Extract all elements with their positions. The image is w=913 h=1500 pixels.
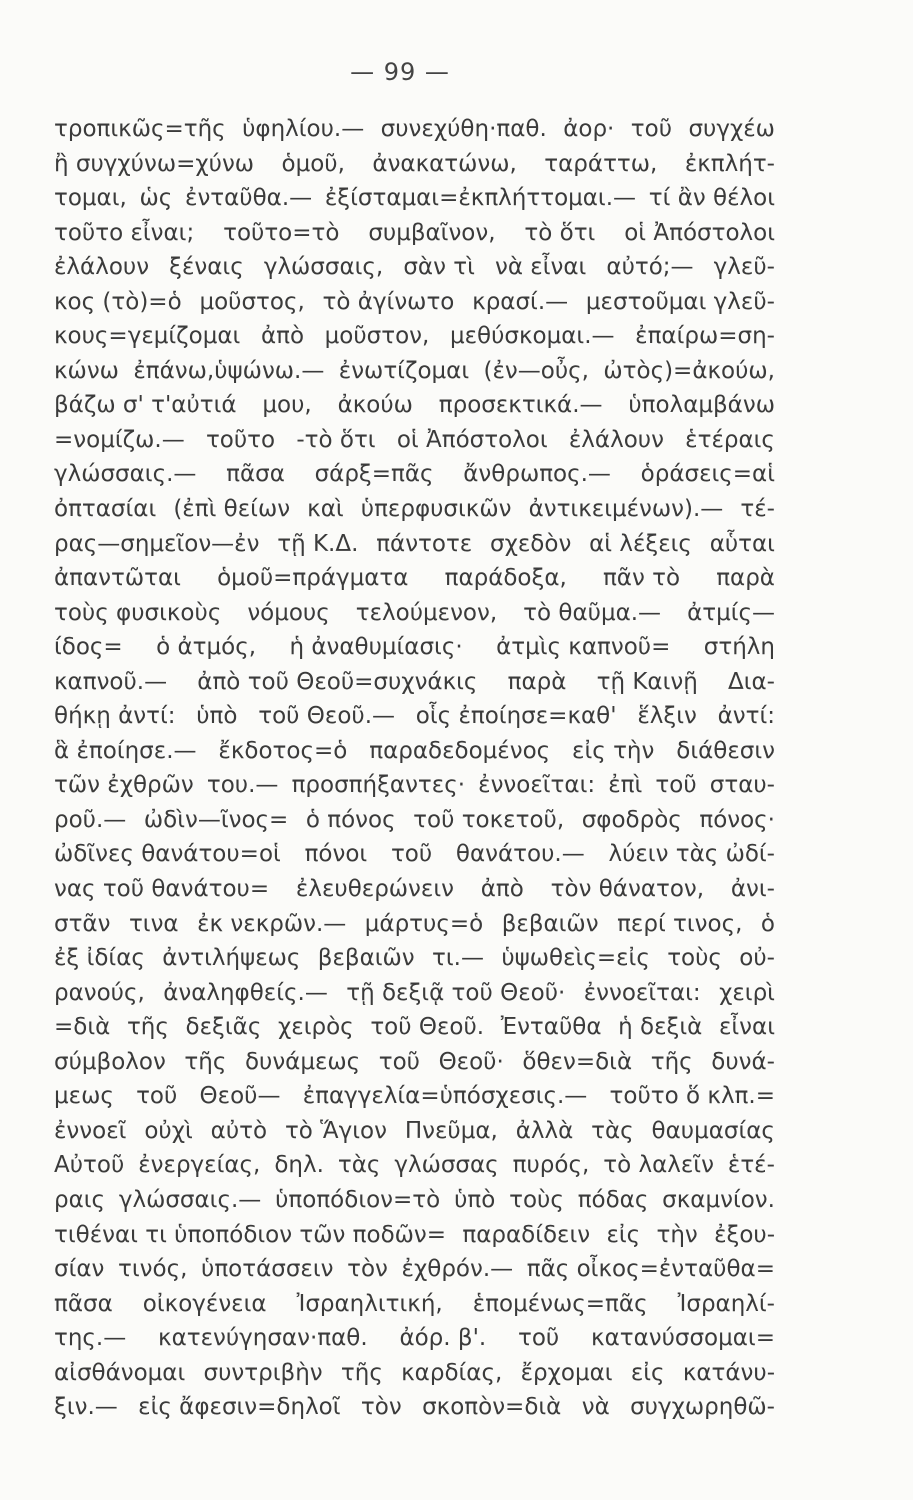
word: αἰσθάνομαι bbox=[54, 1359, 186, 1386]
word: καρδίας, bbox=[401, 1359, 503, 1386]
word: ὑπολαμβάνω bbox=[628, 392, 775, 419]
word: Ἰσραηλί- bbox=[677, 1290, 775, 1317]
word: τὸν bbox=[347, 1256, 388, 1283]
word: (ἐπὶ θείων bbox=[173, 496, 291, 523]
text-body bbox=[54, 112, 775, 1425]
word: μάρτυς=ὁ bbox=[364, 910, 484, 937]
word: Δια- bbox=[727, 668, 775, 695]
word: ταράττω, bbox=[544, 150, 658, 177]
word: ὁ πόνος bbox=[305, 806, 396, 833]
word: τί ἂν θέλοι bbox=[648, 185, 775, 212]
word: =νομίζω.— bbox=[54, 426, 185, 453]
word: παραδεδομένος bbox=[369, 737, 551, 764]
word: ἀόρ. β'. bbox=[399, 1325, 487, 1352]
text-line bbox=[54, 734, 775, 769]
word: παράδοξα, bbox=[444, 565, 567, 592]
text-line bbox=[54, 1218, 775, 1253]
text-line bbox=[54, 354, 775, 389]
word: ἢ συγχύνω=χύνω bbox=[54, 150, 255, 177]
word: ἐκπλήτ- bbox=[684, 150, 775, 177]
text-line bbox=[54, 699, 775, 734]
word: κατάνυ- bbox=[682, 1359, 775, 1386]
word: τῆς bbox=[650, 1048, 693, 1075]
word: μεως bbox=[54, 1083, 114, 1110]
text-line bbox=[54, 837, 775, 872]
word: νόμους bbox=[247, 599, 330, 626]
word: αὗται bbox=[709, 530, 775, 557]
word: ὡς bbox=[139, 185, 173, 212]
word: Ἐνταῦθα bbox=[500, 1014, 602, 1041]
text-line bbox=[54, 1252, 775, 1287]
word: νὰ εἶναι bbox=[494, 254, 587, 281]
word: στᾶν bbox=[54, 910, 111, 937]
word: τὸ λαλεῖν bbox=[603, 1152, 714, 1179]
word: θαυμασίας bbox=[651, 1117, 775, 1144]
word: =διὰ bbox=[54, 1014, 111, 1041]
word: ἐλευθερώνειν bbox=[295, 876, 454, 903]
word: κους=γεμίζομαι bbox=[54, 323, 241, 350]
word: συνεχύθη·παθ. bbox=[380, 116, 547, 142]
word: τοὺς φυσικοὺς bbox=[54, 599, 222, 626]
word: τέ- bbox=[740, 496, 775, 523]
word: τῇ Καινῇ bbox=[596, 668, 698, 695]
word: διάθεσιν bbox=[676, 737, 775, 764]
word: σίαν bbox=[54, 1256, 105, 1283]
word: ίδος= bbox=[54, 634, 123, 661]
word: καπνοῦ.— bbox=[54, 668, 168, 695]
word: κος (τὸ)=ὁ bbox=[54, 288, 182, 315]
word: τοῦ Θεοῦ.— bbox=[258, 703, 396, 730]
text-line bbox=[54, 1114, 775, 1149]
word: εἰς bbox=[606, 1221, 641, 1248]
text-line bbox=[54, 1321, 775, 1356]
text-line bbox=[54, 423, 775, 458]
word: ὑποτάσσειν bbox=[201, 1256, 334, 1283]
word: ἐξ ἰδίας bbox=[54, 945, 145, 972]
text-line bbox=[54, 216, 775, 251]
word: ὑψωθεὶς=εἰς bbox=[501, 945, 650, 972]
word: καὶ bbox=[307, 496, 344, 523]
word: ἀντικειμένων).— bbox=[528, 496, 724, 523]
word: Θεοῦ· bbox=[438, 1048, 504, 1075]
word: προσπήξαντες· bbox=[291, 772, 466, 799]
word: (ἐν—οὖς, bbox=[483, 357, 589, 384]
word: δεξιᾶς bbox=[185, 1014, 262, 1041]
text-line bbox=[54, 319, 775, 354]
word: ξιν.— bbox=[54, 1394, 118, 1421]
word: προσεκτικά.— bbox=[438, 392, 603, 419]
word: τὸ θαῦμα.— bbox=[523, 599, 662, 626]
word: πᾶσα bbox=[226, 461, 285, 488]
word: πόνος· bbox=[699, 806, 775, 833]
word: τινα bbox=[128, 910, 179, 937]
word: ἐνεργείας, bbox=[138, 1152, 261, 1179]
word: τοῦ bbox=[378, 1048, 420, 1075]
word: ραις bbox=[54, 1186, 106, 1213]
word: ἑπομένως=πᾶς bbox=[472, 1290, 648, 1317]
word: τοῦ Θεοῦ. bbox=[370, 1014, 485, 1041]
text-line bbox=[54, 250, 775, 285]
word: ἀνι- bbox=[730, 876, 775, 903]
word: οὐ- bbox=[739, 945, 775, 972]
word: ὑπὸ bbox=[196, 703, 238, 730]
word: τελούμενον, bbox=[355, 599, 498, 626]
word: σύμβολον bbox=[54, 1048, 166, 1075]
word: ἀτμὶς καπνοῦ= bbox=[496, 634, 671, 661]
word: ἀλλὰ bbox=[515, 1117, 574, 1144]
word: εἰς τὴν bbox=[572, 737, 655, 764]
word: ἄνθρωπος.— bbox=[463, 461, 611, 488]
word: πυρός, bbox=[512, 1152, 590, 1179]
text-line bbox=[54, 527, 775, 562]
text-line bbox=[54, 768, 775, 803]
word: κατενύγησαν·παθ. bbox=[158, 1325, 368, 1352]
word: ἀναληφθείς.— bbox=[163, 979, 328, 1006]
text-line bbox=[54, 907, 775, 942]
word: σκοπὸν=διὰ bbox=[422, 1394, 562, 1421]
word: Αὐτοῦ bbox=[54, 1152, 125, 1179]
text-line bbox=[54, 561, 775, 596]
word: ἐπὶ bbox=[608, 772, 643, 799]
word: αὐτό;— bbox=[606, 254, 694, 281]
word: σὰν τὶ bbox=[403, 254, 475, 281]
word: ὑποπόδιον=τὸ bbox=[275, 1186, 441, 1213]
word: τιθέναι τι ὑποπόδιον τῶν ποδῶν= bbox=[54, 1221, 447, 1248]
word: βεβαιῶν bbox=[317, 945, 415, 972]
word: τοῦτο=τὸ bbox=[223, 219, 340, 246]
text-line bbox=[54, 1287, 775, 1322]
word: τῆς bbox=[340, 1359, 383, 1386]
word: του.— bbox=[206, 772, 279, 799]
word: συμβαῖνον, bbox=[368, 219, 496, 246]
word: πάντοτε bbox=[376, 530, 473, 557]
word: νὰ bbox=[581, 1394, 610, 1421]
word: ὁμοῦ, bbox=[281, 150, 345, 177]
word: νας τοῦ θανάτου= bbox=[54, 876, 270, 903]
word: συγχωρηθῶ- bbox=[630, 1394, 775, 1421]
word: τὴν bbox=[656, 1221, 698, 1248]
text-line bbox=[54, 285, 775, 320]
word: ἑτέ- bbox=[727, 1152, 775, 1179]
word: Ἰσραηλιτική, bbox=[296, 1290, 443, 1317]
word: πᾶν τὸ bbox=[602, 565, 681, 592]
word: ἀπαντῶται bbox=[54, 565, 181, 592]
word: παρὰ bbox=[507, 668, 567, 695]
word: πᾶσα bbox=[54, 1290, 113, 1317]
word: -τὸ ὅτι bbox=[296, 426, 376, 453]
word: συγχέω bbox=[688, 116, 775, 142]
word: ὁράσεις=αἱ bbox=[640, 461, 775, 488]
word: τῶν ἐχθρῶν bbox=[54, 772, 194, 799]
word: ἕλξιν bbox=[637, 703, 697, 730]
text-line bbox=[54, 596, 775, 631]
word: οἱ Ἀπόστολοι bbox=[624, 219, 775, 246]
word: τροπικῶς=τῆς bbox=[54, 116, 226, 142]
word: ροῦ.— bbox=[54, 806, 127, 833]
word: ἀντί: bbox=[717, 703, 775, 730]
word: ἐλάλουν bbox=[568, 426, 664, 453]
text-line bbox=[54, 1356, 775, 1391]
word: ὁ bbox=[760, 910, 775, 937]
word: της.— bbox=[54, 1325, 127, 1352]
word: πόνοι bbox=[304, 841, 368, 868]
word: γλώσσας bbox=[394, 1152, 499, 1179]
word: σταυ- bbox=[709, 772, 775, 799]
word: ἀπὸ bbox=[480, 876, 524, 903]
word: σάρξ=πᾶς bbox=[314, 461, 434, 488]
word: ἡ ἀναθυμίασις· bbox=[289, 634, 463, 661]
word: ξέναις bbox=[169, 254, 244, 281]
word: γλεῦ- bbox=[713, 254, 775, 281]
text-line bbox=[54, 147, 775, 182]
word: μοῦστος, bbox=[199, 288, 305, 315]
word: τοῦ bbox=[630, 116, 673, 142]
word: ὑπὸ bbox=[454, 1186, 496, 1213]
word: τι.— bbox=[432, 945, 484, 972]
text-line bbox=[54, 112, 775, 147]
word: ὀπτασίαι bbox=[54, 496, 157, 523]
text-line bbox=[54, 457, 775, 492]
word: τὸν bbox=[360, 1394, 402, 1421]
word: τὸ ὅτι bbox=[524, 219, 596, 246]
word: χειρὶ bbox=[719, 979, 775, 1006]
word: συντριβὴν bbox=[203, 1359, 323, 1386]
text-line bbox=[54, 803, 775, 838]
page-number: — 99 — bbox=[350, 58, 450, 86]
word: ρανούς, bbox=[54, 979, 145, 1006]
word: Πνεῦμα, bbox=[404, 1117, 498, 1144]
word: οἱ Ἀπόστολοι bbox=[396, 426, 548, 453]
word: σφοδρὸς bbox=[581, 806, 682, 833]
word: ἐξου- bbox=[714, 1221, 775, 1248]
word: αἱ λέξεις bbox=[589, 530, 692, 557]
text-line bbox=[54, 388, 775, 423]
word: ὠδῖνες θανάτου=οἱ bbox=[54, 841, 281, 868]
word: ἐκ νεκρῶν.— bbox=[197, 910, 347, 937]
word: κώνω bbox=[54, 357, 119, 384]
word: ὁμοῦ=πράγματα bbox=[217, 565, 409, 592]
word: τῆς bbox=[184, 1048, 227, 1075]
word: μεστοῦμαι γλεῦ- bbox=[585, 288, 775, 315]
word: πᾶς οἶκος=ἐνταῦθα= bbox=[526, 1256, 775, 1283]
word: ἐξίσταμαι=ἐκπλήττομαι.— bbox=[324, 185, 637, 212]
word: κατανύσσομαι= bbox=[591, 1325, 775, 1352]
word: τὸ ἀγίνωτο bbox=[322, 288, 455, 315]
word: ρας—σημεῖον—ἐν bbox=[54, 530, 260, 557]
word: ὅθεν=διὰ bbox=[522, 1048, 633, 1075]
word: μοῦστον, bbox=[324, 323, 430, 350]
word: ἐννοεῖται: bbox=[478, 772, 596, 799]
word: Θεοῦ— bbox=[199, 1083, 281, 1110]
word: τῇ Κ.Δ. bbox=[277, 530, 359, 557]
word: ἐπάνω,ὑψώνω.— bbox=[133, 357, 325, 384]
word: εἰς bbox=[630, 1359, 665, 1386]
word: ὑπερφυσικῶν bbox=[360, 496, 512, 523]
word: οἰκογένεια bbox=[142, 1290, 267, 1317]
text-line bbox=[54, 1045, 775, 1080]
word: τινός, bbox=[118, 1256, 188, 1283]
word: μου, bbox=[262, 392, 312, 419]
word: εἰς ἄφεσιν=δηλοῖ bbox=[138, 1394, 341, 1421]
word: ἐννοεῖ bbox=[54, 1117, 127, 1144]
word: τοῦτο ὅ κλπ.= bbox=[609, 1083, 775, 1110]
word: ἔρχομαι bbox=[520, 1359, 613, 1386]
word: ἀνακατώνω, bbox=[372, 150, 517, 177]
word: κρασί.— bbox=[472, 288, 569, 315]
word: τὰς bbox=[591, 1117, 634, 1144]
word: ἀπὸ τοῦ Θεοῦ=συχνάκις bbox=[197, 668, 478, 695]
word: ἐννοεῖται: bbox=[583, 979, 701, 1006]
text-line bbox=[54, 1183, 775, 1218]
word: ἑτέραις bbox=[685, 426, 775, 453]
word: σκαμνίον. bbox=[662, 1186, 775, 1213]
word: οὐχὶ bbox=[144, 1117, 193, 1144]
word: τὸν θάνατον, bbox=[550, 876, 705, 903]
text-line bbox=[54, 941, 775, 976]
word: τοῦ bbox=[518, 1325, 560, 1352]
word: ὠτὸς)=ἀκούω, bbox=[603, 357, 775, 384]
word: ἀντιλήψεως bbox=[162, 945, 301, 972]
word: δηλ. bbox=[274, 1152, 324, 1179]
word: οἷς ἐποίησε=καθ' bbox=[415, 703, 617, 730]
word: ἀκούω bbox=[337, 392, 413, 419]
word: δυνά- bbox=[711, 1048, 775, 1075]
text-line bbox=[54, 976, 775, 1011]
word: παραδίδειν bbox=[462, 1221, 591, 1248]
word: στήλη bbox=[703, 634, 775, 661]
word: ἐπαγγελία=ὑπόσχεσις.— bbox=[302, 1083, 588, 1110]
word: μεθύσκομαι.— bbox=[449, 323, 615, 350]
word: τὸ Ἅγιον bbox=[284, 1117, 387, 1144]
word: εἶναι bbox=[718, 1014, 775, 1041]
text-line bbox=[54, 1390, 775, 1425]
word: δυνάμεως bbox=[244, 1048, 361, 1075]
word: τοῦ bbox=[655, 772, 697, 799]
word: βάζω σ' τ'αὐτιά bbox=[54, 392, 237, 419]
word: ἡ δεξιὰ bbox=[618, 1014, 703, 1041]
word: ἐνωτίζομαι bbox=[338, 357, 470, 384]
word: τοῦ τοκετοῦ, bbox=[413, 806, 565, 833]
text-line bbox=[54, 1079, 775, 1114]
word: ἀορ· bbox=[563, 116, 615, 142]
word: ὑφηλίου.— bbox=[242, 116, 365, 142]
word: λύειν τὰς ὠδί- bbox=[608, 841, 775, 868]
word: τοὺς bbox=[509, 1186, 564, 1213]
text-line bbox=[54, 181, 775, 216]
word: ἔκδοτος=ὁ bbox=[218, 737, 348, 764]
word: γλώσσαις, bbox=[263, 254, 384, 281]
word: ἐχθρόν.— bbox=[401, 1256, 514, 1283]
word: σχεδὸν bbox=[490, 530, 572, 557]
word: ὠδὶν—ῖνος= bbox=[143, 806, 289, 833]
word: τομαι, bbox=[54, 185, 127, 212]
word: τῇ δεξιᾷ τοῦ Θεοῦ· bbox=[346, 979, 566, 1006]
word: ὁ ἀτμός, bbox=[156, 634, 257, 661]
text-line bbox=[54, 492, 775, 527]
word: ἀτμίς— bbox=[687, 599, 775, 626]
word: θήκῃ ἀντί: bbox=[54, 703, 176, 730]
word: ἃ ἐποίησε.— bbox=[54, 737, 197, 764]
word: παρὰ bbox=[716, 565, 775, 592]
word: γλώσσαις.— bbox=[54, 461, 197, 488]
word: ἐλάλουν bbox=[54, 254, 150, 281]
word: τοῦτο bbox=[205, 426, 276, 453]
word: περί τινος, bbox=[617, 910, 743, 937]
word: γλώσσαις.— bbox=[118, 1186, 262, 1213]
word: ἀπὸ bbox=[260, 323, 305, 350]
word: τὰς bbox=[337, 1152, 381, 1179]
word: χειρὸς bbox=[277, 1014, 354, 1041]
word: τῆς bbox=[126, 1014, 169, 1041]
word: αὐτὸ bbox=[210, 1117, 268, 1144]
word: τοὺς bbox=[667, 945, 722, 972]
word: τοῦ bbox=[390, 841, 433, 868]
text-line bbox=[54, 665, 775, 700]
word: τοῦτο εἶναι; bbox=[54, 219, 195, 246]
word: βεβαιῶν bbox=[501, 910, 599, 937]
text-line bbox=[54, 1148, 775, 1183]
text-line bbox=[54, 630, 775, 665]
text-line bbox=[54, 1010, 775, 1045]
word: θανάτου.— bbox=[455, 841, 585, 868]
word: ἐπαίρω=ση- bbox=[635, 323, 775, 350]
word: ἐνταῦθα.— bbox=[185, 185, 313, 212]
word: τοῦ bbox=[136, 1083, 178, 1110]
text-line bbox=[54, 872, 775, 907]
word: πόδας bbox=[577, 1186, 649, 1213]
